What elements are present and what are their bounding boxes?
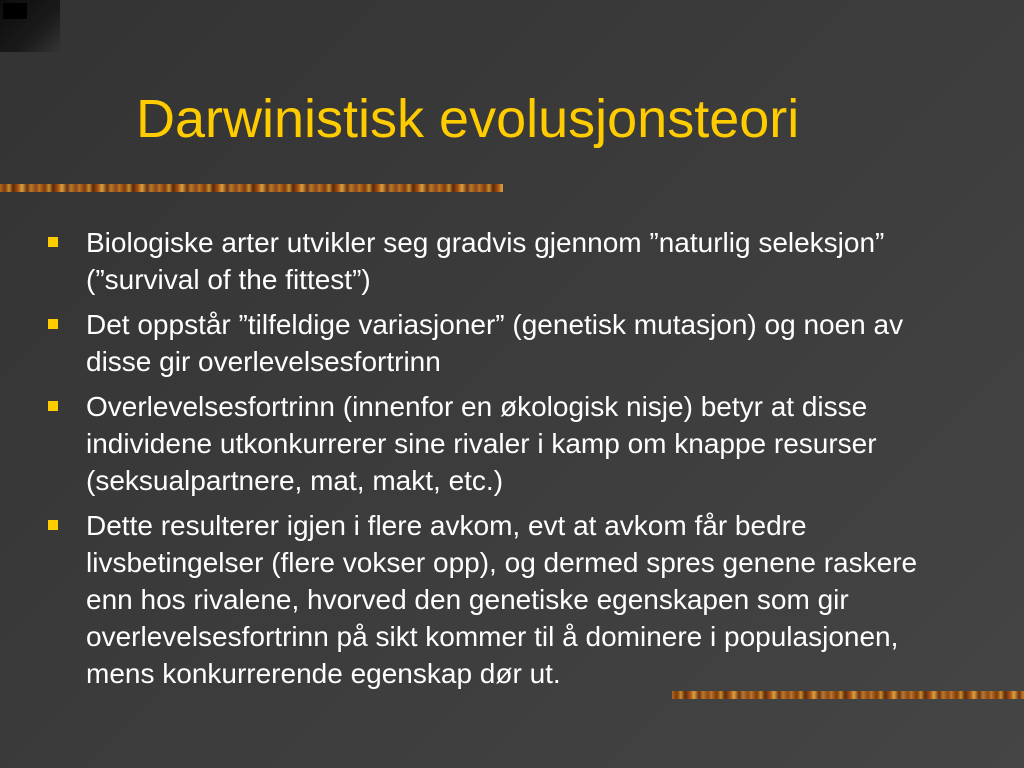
bullet-item xyxy=(48,507,968,692)
decorative-stripe-top xyxy=(0,184,503,192)
bullet-text: Overlevelsesfortrinn (innenfor en økologisk nisje) betyr at disse individene utkonkurrerer sine rivaler i kamp om knappe resurser (seksualpartnere, mat, makt, etc.) xyxy=(86,391,877,496)
bullet-list xyxy=(48,224,968,700)
slide-title: Darwinistisk evolusjonsteori xyxy=(136,89,800,149)
corner-notch xyxy=(3,3,27,19)
bullet-item xyxy=(48,224,968,298)
bullet-item xyxy=(48,388,968,499)
bullet-item xyxy=(48,306,968,380)
square-bullet-icon xyxy=(48,520,58,530)
bullet-text: Biologiske arter utvikler seg gradvis gjennom ”naturlig seleksjon” (”survival of the fittest”) xyxy=(86,227,885,295)
bullet-text: Det oppstår ”tilfeldige variasjoner” (genetisk mutasjon) og noen av disse gir overlevelsesfortrinn xyxy=(86,309,904,377)
bullet-text: Dette resulterer igjen i flere avkom, evt at avkom får bedre livsbetingelser (flere vokser opp), og dermed spres genene raskere enn hos rivalene, hvorved den genetiske egenskapen som gir overlevelsesfortrinn på sikt kommer til å dominere i populasjonen, mens konkurrerende egenskap dør ut. xyxy=(86,510,918,689)
square-bullet-icon xyxy=(48,401,58,411)
square-bullet-icon xyxy=(48,237,58,247)
decorative-stripe-bottom xyxy=(672,691,1024,699)
square-bullet-icon xyxy=(48,319,58,329)
corner-decoration xyxy=(0,0,60,52)
